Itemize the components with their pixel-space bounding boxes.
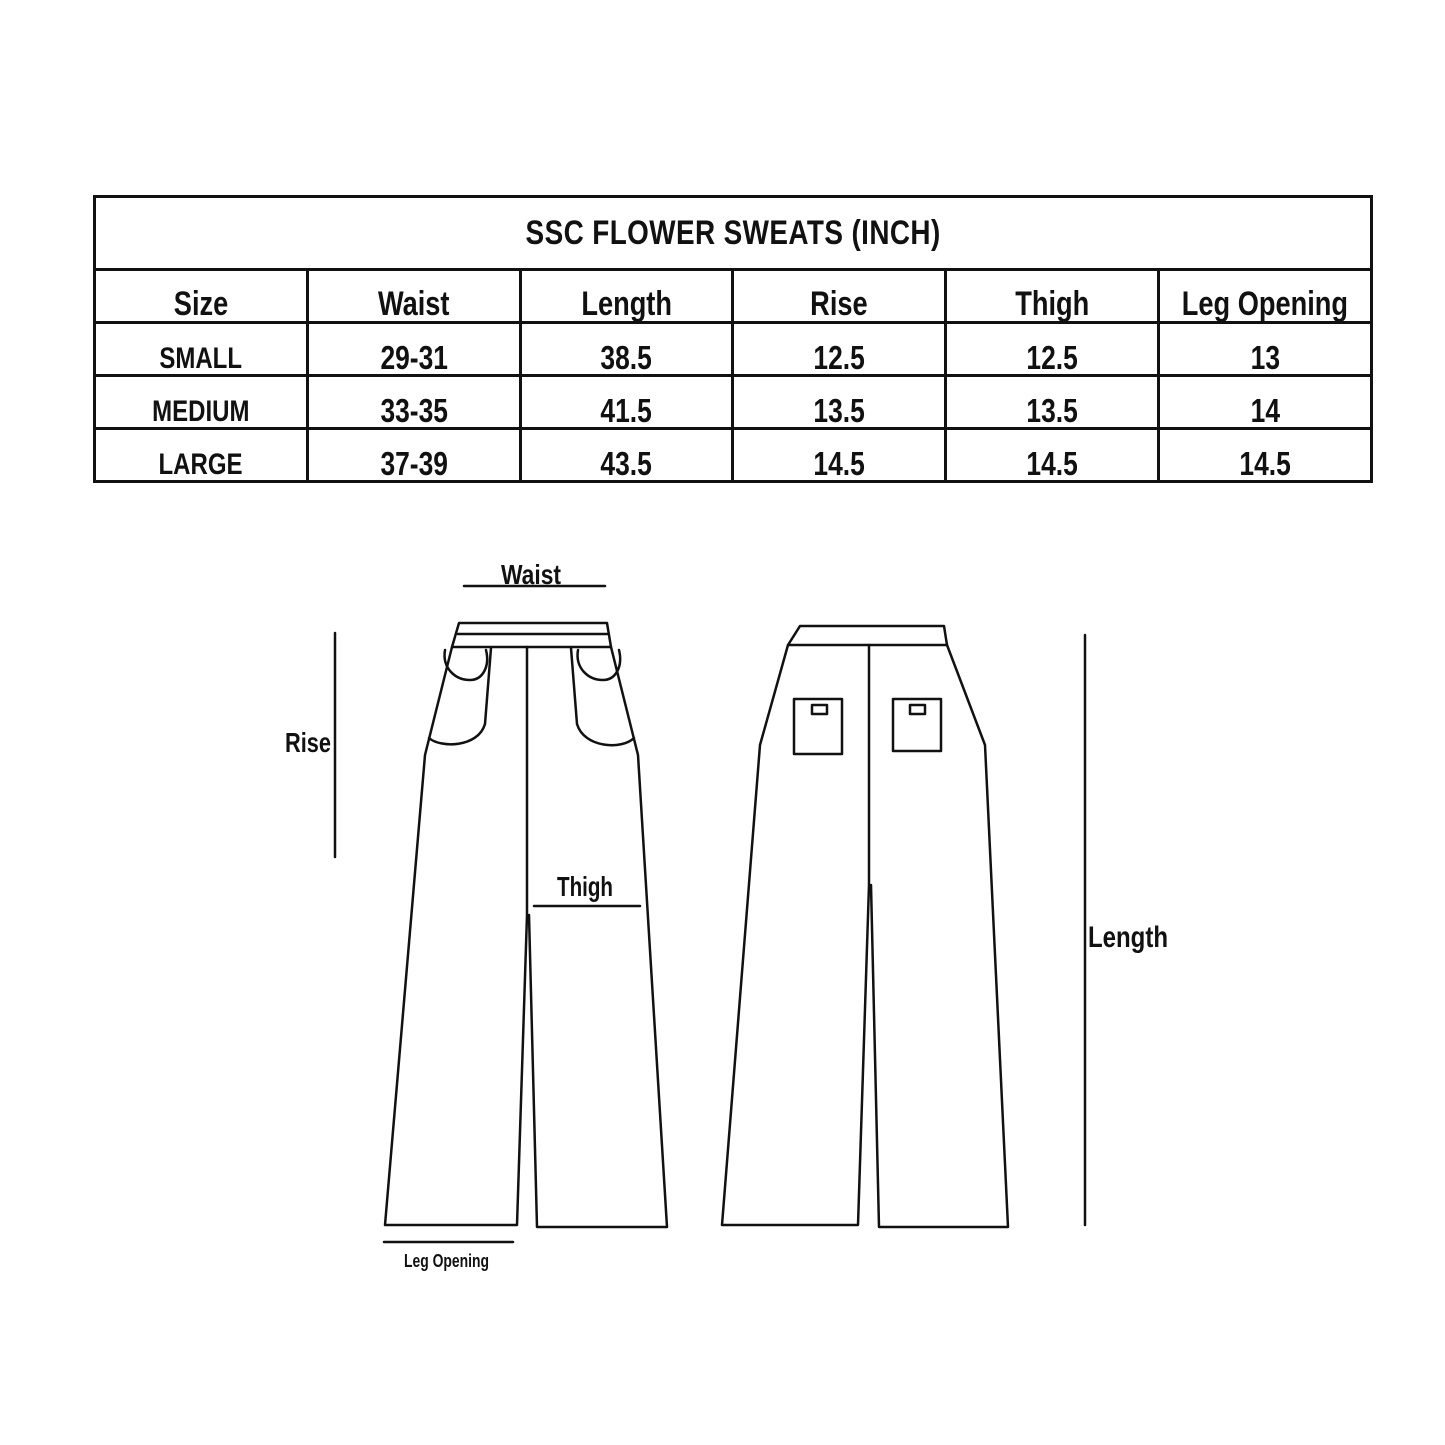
back-right-pocket-label — [910, 705, 925, 714]
rise-cell: 12.5 — [733, 323, 946, 376]
header-rise: Rise — [733, 270, 946, 323]
thigh-cell: 13.5 — [946, 376, 1159, 429]
leg-opening-cell: 13 — [1159, 323, 1372, 376]
leg-opening-label: Leg Opening — [404, 1251, 489, 1271]
back-right-leg — [871, 645, 1008, 1227]
rise-cell: 14.5 — [733, 429, 946, 482]
waist-cell: 33-35 — [307, 376, 520, 429]
header-waist: Waist — [307, 270, 520, 323]
back-left-pocket — [794, 699, 842, 754]
thigh-cell: 12.5 — [946, 323, 1159, 376]
front-pants-outline — [385, 623, 667, 1227]
size-cell: LARGE — [95, 429, 308, 482]
back-right-pocket — [893, 699, 941, 751]
front-right-leg — [529, 647, 667, 1227]
back-left-pocket-label — [812, 705, 827, 714]
front-left-leg — [385, 647, 527, 1225]
length-cell: 43.5 — [520, 429, 733, 482]
rise-label: Rise — [285, 727, 331, 758]
header-length: Length — [520, 270, 733, 323]
back-left-leg — [722, 645, 869, 1225]
front-left-pocket — [429, 648, 491, 744]
length-cell: 38.5 — [520, 323, 733, 376]
size-cell: SMALL — [95, 323, 308, 376]
header-size: Size — [95, 270, 308, 323]
waist-label: Waist — [501, 559, 561, 590]
back-waistband — [788, 626, 947, 645]
leg-opening-cell: 14.5 — [1159, 429, 1372, 482]
thigh-cell: 14.5 — [946, 429, 1159, 482]
length-cell: 41.5 — [520, 376, 733, 429]
waist-cell: 29-31 — [307, 323, 520, 376]
back-pants-outline — [722, 626, 1008, 1227]
header-leg-opening: Leg Opening — [1159, 270, 1372, 323]
leg-opening-cell: 14 — [1159, 376, 1372, 429]
header-thigh: Thigh — [946, 270, 1159, 323]
length-label: Length — [1088, 921, 1168, 954]
rise-cell: 13.5 — [733, 376, 946, 429]
thigh-label: Thigh — [557, 871, 613, 902]
table-title: SSC FLOWER SWEATS (INCH) — [95, 197, 1372, 270]
size-cell: MEDIUM — [95, 376, 308, 429]
waist-cell: 37-39 — [307, 429, 520, 482]
